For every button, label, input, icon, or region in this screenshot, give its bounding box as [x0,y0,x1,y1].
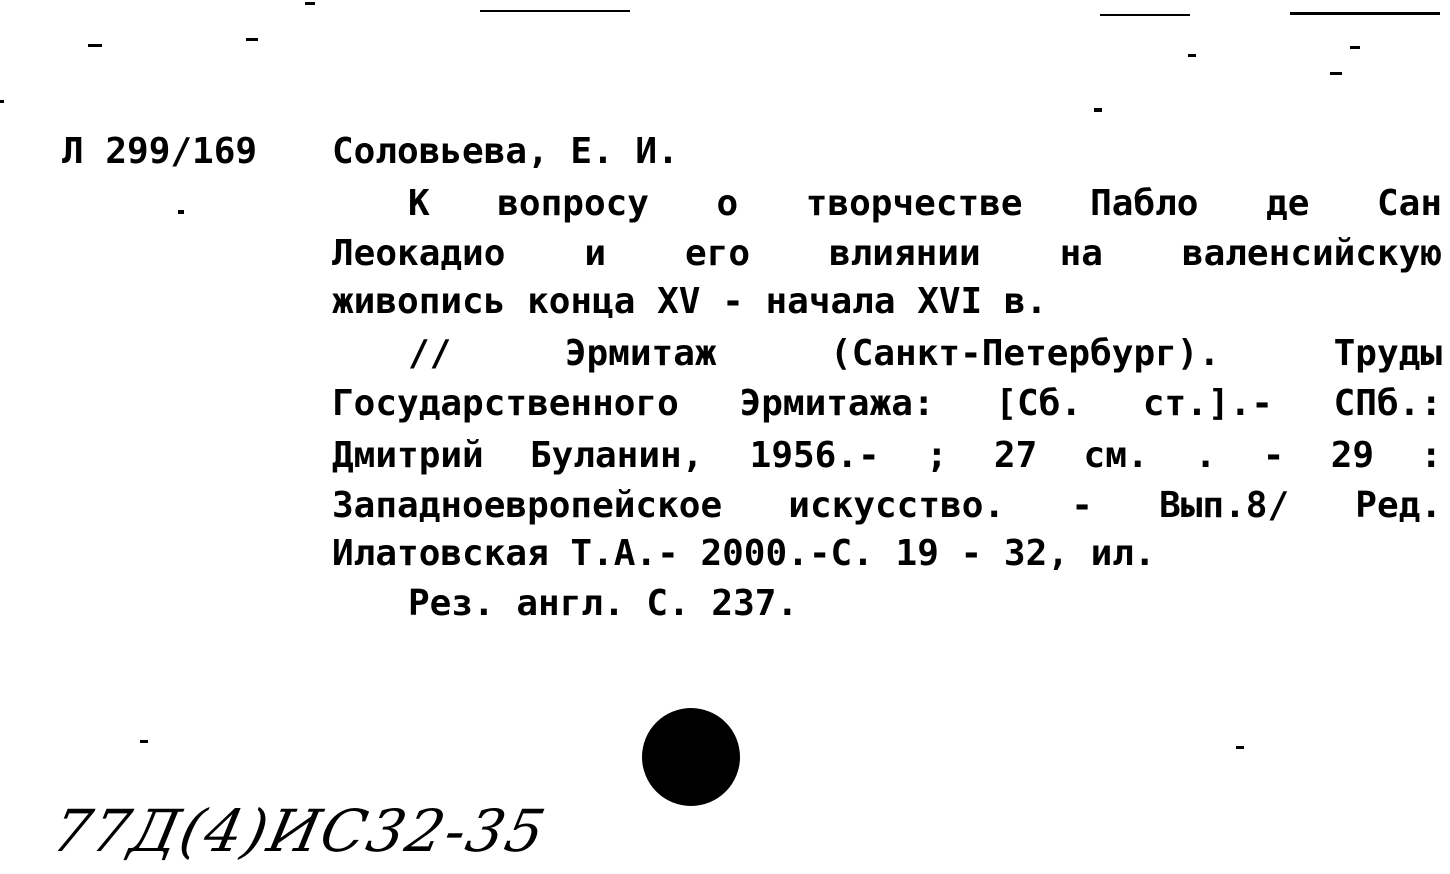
summary-note: Рез. англ. С. 237. [408,583,799,624]
source-line-5: Илатовская Т.А.- 2000.-С. 19 - 32, ил. [332,533,1156,574]
shelfmark: Л 299/169 [62,131,258,172]
title-line-2: Леокадио и его влиянии на валенсийскую [332,233,1442,274]
title-line-1: К вопросу о творчестве Пабло де Сан [408,183,1442,224]
source-line-2: Государственного Эрмитажа: [Сб. ст.].- СПб.: [332,383,1442,424]
title-line-3: живопись конца XV - начала XVI в. [332,281,1048,322]
punch-hole [642,708,740,806]
source-line-4: Западноевропейское искусство. - Вып.8/ Ред. [332,485,1442,526]
author-heading: Соловьева, Е. И. [332,131,679,172]
handwritten-classification-code: 77Д(4)ИС32-35 [46,797,553,865]
source-line-1: // Эрмитаж (Санкт-Петербург). Труды [408,333,1442,374]
source-line-3: Дмитрий Буланин, 1956.- ; 27 см. . - 29 : [332,435,1442,476]
